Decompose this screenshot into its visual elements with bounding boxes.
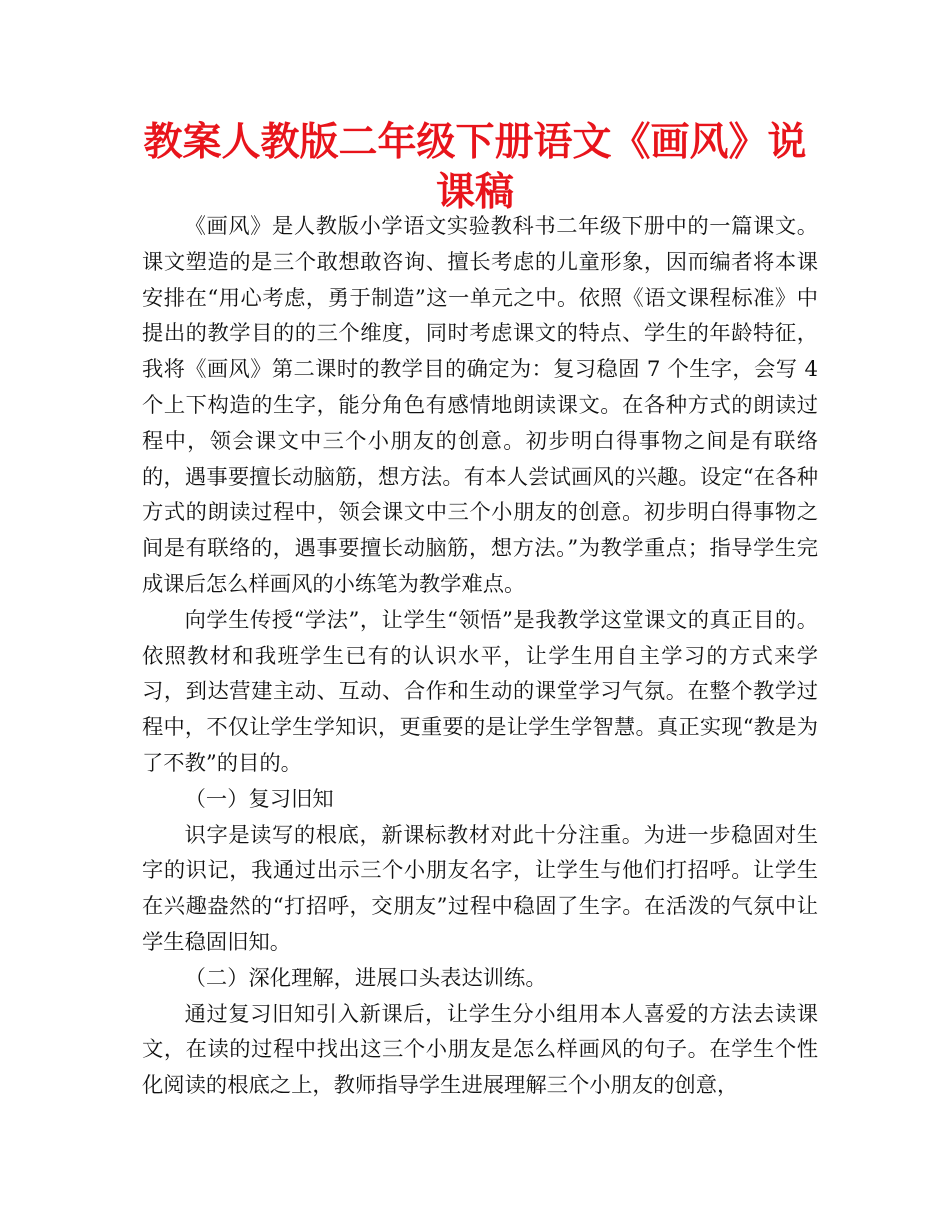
paragraph-method: 向学生传授“学法”，让学生“领悟”是我教学这堂课文的真正目的。依照教材和我班学生已有的认识水平，让学生用自主学习的方式来学习，到达营建主动、互动、合作和生动的课堂学习气氛。在整个教学过程中，不仅让学生学知识，更重要的是让学生学智慧。真正实现“教是为了不教”的目的。 xyxy=(142,607,818,776)
paragraph-intro: 《画风》是人教版小学语文实验教科书二年级下册中的一篇课文。课文塑造的是三个敢想敢咨询、擅长考虑的儿童形象，因而编者将本课安排在“用心考虑，勇于制造”这一单元之中。依照《语文课程标准》中提出的教学目的的三个维度，同时考虑课文的特点、学生的年龄特征，我将《画风》第二课时的教学目的确定为：复习稳固 7 个生字，会写 4 个上下构造的生字，能分角色有感情地朗读课文。在各种方式的朗读过程中，领会课文中三个小朋友的创意。初步明白得事物之间是有联络的，遇事要擅长动脑筋，想方法。有本人尝试画风的兴趣。设定“在各种方式的朗读过程中，领会课文中三个小朋友的创意。初步明白得事物之间是有联络的，遇事要擅长动脑筋，想方法。”为教学重点；指导学生完成课后怎么样画风的小练笔为教学难点。 xyxy=(142,214,818,597)
section-heading-deepen: （二）深化理解，进展口头表达训练。 xyxy=(184,965,547,991)
section-heading-review: （一）复习旧知 xyxy=(184,786,334,812)
paragraph-deepen: 通过复习旧知引入新课后，让学生分小组用本人喜爱的方法去读课文，在读的过程中找出这三个小朋友是怎么样画风的句子。在学生个性化阅读的根底之上，教师指导学生进展理解三个小朋友的创意， xyxy=(142,1001,818,1099)
paragraph-review: 识字是读写的根底，新课标教材对此十分注重。为进一步稳固对生字的识记，我通过出示三个小朋友名字，让学生与他们打招呼。让学生在兴趣盎然的“打招呼，交朋友”过程中稳固了生字。在活泼的气氛中让学生稳固旧知。 xyxy=(142,822,818,955)
document-title: 教案人教版二年级下册语文《画风》说课稿 xyxy=(143,120,807,215)
document-body xyxy=(142,209,818,1104)
